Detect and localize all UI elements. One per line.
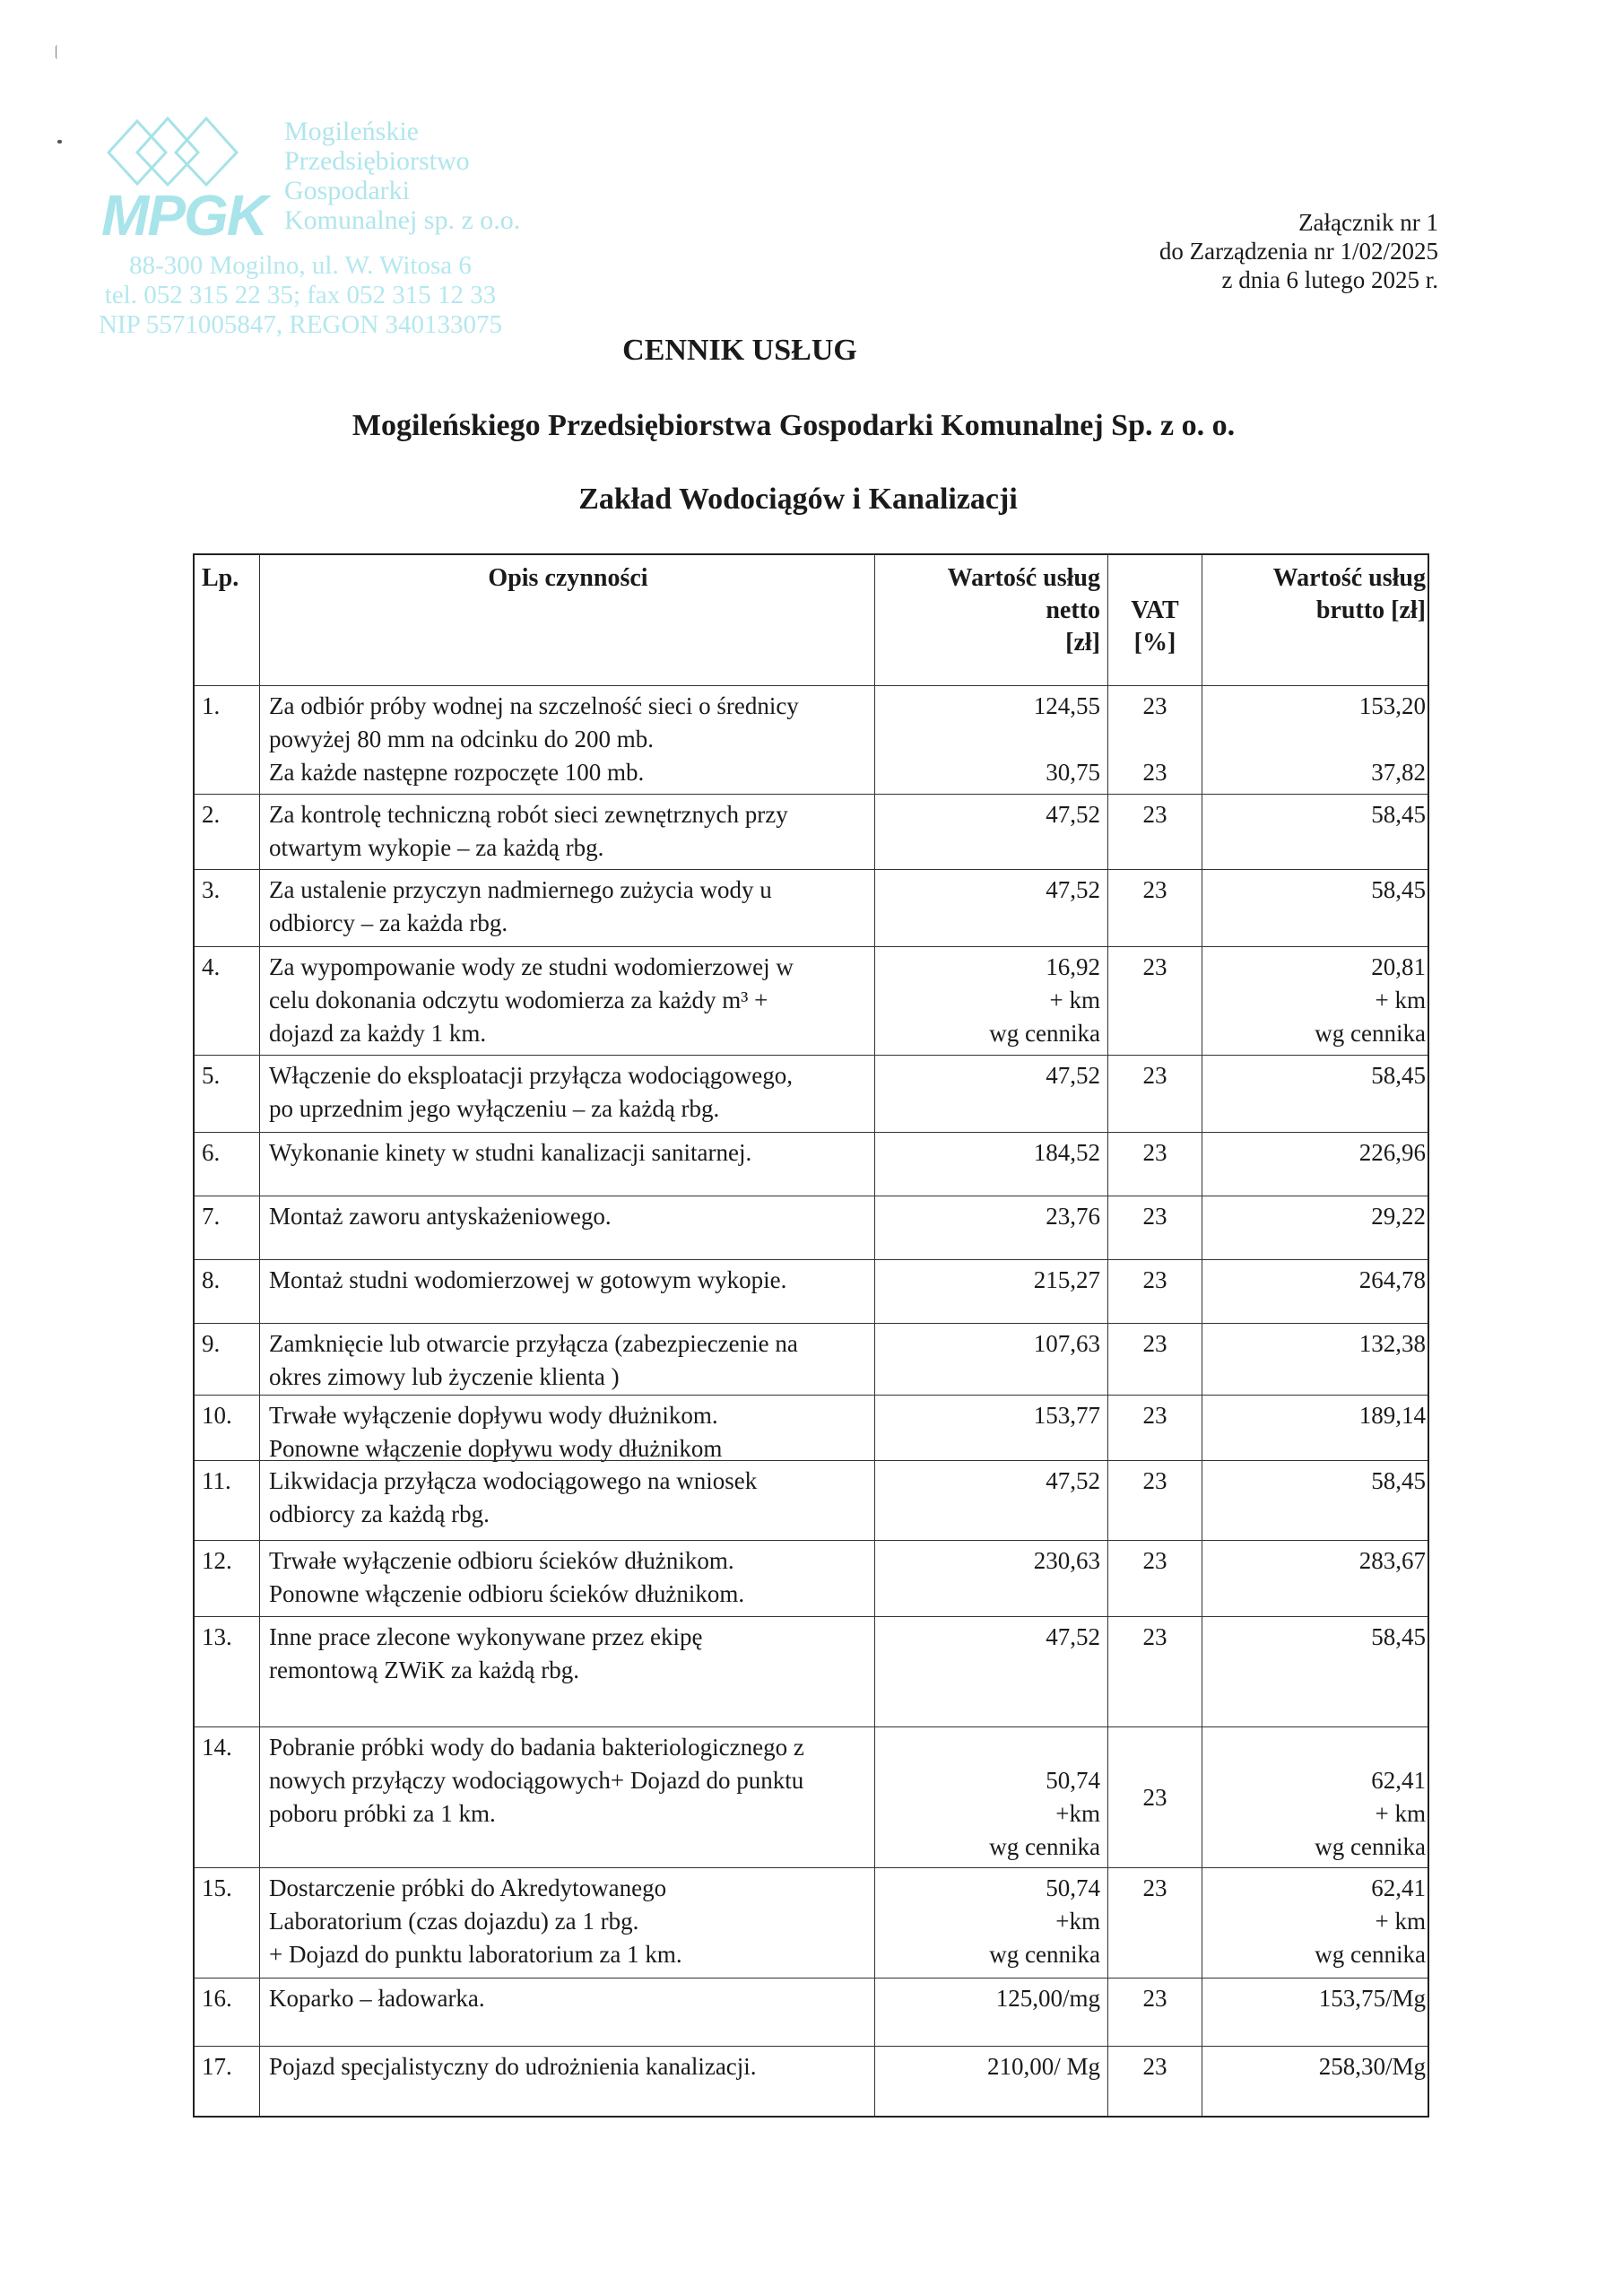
- row-gross-value-line: + km: [1375, 1800, 1426, 1827]
- row-description-line: okres zimowy lub życzenie klienta ): [269, 1363, 620, 1390]
- header-lp: Lp.: [202, 564, 239, 592]
- row-gross-value-line: 58,45: [1371, 876, 1426, 903]
- row-net-value-line: 16,92: [1046, 953, 1100, 980]
- row-gross-value: [1202, 1617, 1428, 1726]
- row-description-line: Montaż zaworu antyskażeniowego.: [269, 1203, 612, 1230]
- table-row: [195, 1196, 1428, 1259]
- row-gross-value: [1202, 686, 1428, 794]
- row-gross-value-line: 258,30/Mg: [1318, 2053, 1426, 2080]
- row-description-line: Za każde następne rozpoczęte 100 mb.: [269, 759, 645, 786]
- table-row: [195, 1055, 1428, 1132]
- row-net-value-line: 153,77: [1033, 1402, 1100, 1429]
- row-vat-rate-line: 23: [1142, 1874, 1167, 1901]
- row-description-line: Za odbiór próby wodnej na szczelność sieci o średnicy: [269, 692, 799, 719]
- row-gross-value: [1202, 1133, 1428, 1196]
- row-description-line: Dostarczenie próbki do Akredytowanego: [269, 1874, 667, 1901]
- document-title: CENNIK USŁUG: [622, 334, 857, 367]
- row-vat-rate-line: 23: [1142, 1062, 1167, 1089]
- row-description: [259, 795, 874, 869]
- table-row: [195, 1259, 1428, 1323]
- row-gross-value: [1202, 870, 1428, 946]
- header-vat: [1107, 555, 1202, 685]
- row-gross-value-line: 62,41: [1371, 1767, 1426, 1794]
- stamp-name-line: Komunalnej sp. z o.o.: [284, 205, 521, 235]
- annex-order: do Zarządzenia nr 1/02/2025: [1159, 238, 1438, 265]
- table-row: [195, 1867, 1428, 1978]
- row-net-value-line: +km: [1055, 1908, 1100, 1935]
- row-vat-rate-line: 23: [1142, 1266, 1167, 1293]
- row-net-value: [874, 686, 1107, 794]
- row-description-line: powyżej 80 mm na odcinku do 200 mb.: [269, 726, 654, 752]
- row-description: [259, 1979, 874, 2046]
- row-gross-value: [1202, 947, 1428, 1055]
- row-vat-rate-line: 23: [1142, 953, 1167, 980]
- row-number: 4.: [202, 953, 221, 980]
- row-net-value-line: 107,63: [1033, 1330, 1100, 1357]
- stamp-name-line: Gospodarki: [284, 176, 410, 205]
- row-description-line: Trwałe wyłączenie dopływu wody dłużnikom.: [269, 1402, 718, 1429]
- row-gross-value-line: 132,38: [1358, 1330, 1426, 1357]
- row-net-value-line: 47,52: [1046, 1062, 1100, 1089]
- row-description: [259, 1324, 874, 1395]
- row-gross-value: [1202, 2047, 1428, 2116]
- row-description-line: otwartym wykopie – za każdą rbg.: [269, 834, 604, 861]
- row-gross-value-line: wg cennika: [1315, 1941, 1426, 1968]
- row-vat-rate-line: 23: [1142, 1985, 1167, 2012]
- row-net-value-line: wg cennika: [989, 1941, 1100, 1968]
- row-gross-value-line: 153,75/Mg: [1318, 1985, 1426, 2012]
- table-row: [195, 794, 1428, 869]
- row-vat-rate: [1107, 1979, 1202, 2046]
- row-net-value: [874, 1260, 1107, 1323]
- row-description: [259, 1056, 874, 1132]
- header-net-line: [zł]: [1065, 629, 1100, 657]
- row-net-value-line: 230,63: [1033, 1547, 1100, 1574]
- row-description-line: dojazd za każdy 1 km.: [269, 1020, 487, 1047]
- row-net-value-line: 47,52: [1046, 1467, 1100, 1494]
- row-net-value-line: 47,52: [1046, 801, 1100, 828]
- row-number: 7.: [202, 1203, 221, 1230]
- row-description: [259, 1133, 874, 1196]
- row-description-line: Zamknięcie lub otwarcie przyłącza (zabezpieczenie na: [269, 1330, 798, 1357]
- company-stamp: [85, 108, 551, 339]
- row-gross-value-line: 37,82: [1371, 759, 1426, 786]
- row-gross-value: [1202, 1541, 1428, 1616]
- header-vat-line: VAT: [1131, 596, 1179, 624]
- row-description: [259, 686, 874, 794]
- row-net-value-line: 50,74: [1046, 1874, 1100, 1901]
- row-number: 15.: [202, 1874, 232, 1901]
- row-vat-rate: [1107, 1461, 1202, 1540]
- price-table: [193, 553, 1429, 2118]
- row-description: [259, 1617, 874, 1726]
- row-gross-value-line: wg cennika: [1315, 1833, 1426, 1860]
- row-gross-value: [1202, 1727, 1428, 1867]
- table-row: [195, 1460, 1428, 1540]
- row-net-value-line: 47,52: [1046, 876, 1100, 903]
- row-vat-rate-line: 23: [1142, 1139, 1167, 1166]
- row-description: [259, 1868, 874, 1978]
- row-description-line: Za kontrolę techniczną robót sieci zewnętrznych przy: [269, 801, 788, 828]
- row-net-value: [874, 1617, 1107, 1726]
- table-row: [195, 2046, 1428, 2116]
- row-description-line: remontową ZWiK za każdą rbg.: [269, 1657, 580, 1683]
- table-body: [195, 685, 1428, 2116]
- row-description-line: Laboratorium (czas dojazdu) za 1 rbg.: [269, 1908, 639, 1935]
- row-net-value-line: 184,52: [1033, 1139, 1100, 1166]
- row-gross-value: [1202, 1461, 1428, 1540]
- row-vat-rate-line: 23: [1142, 1330, 1167, 1357]
- row-gross-value-line: 226,96: [1358, 1139, 1426, 1166]
- row-net-value-line: +km: [1055, 1800, 1100, 1827]
- row-description-line: celu dokonania odczytu wodomierza za każdy m³ +: [269, 987, 768, 1013]
- row-number: 2.: [202, 801, 221, 828]
- row-gross-value-line: + km: [1375, 987, 1426, 1013]
- row-description-line: Koparko – ładowarka.: [269, 1985, 485, 2012]
- table-row: [195, 1132, 1428, 1196]
- row-description: [259, 870, 874, 946]
- row-vat-rate: [1107, 2047, 1202, 2116]
- row-description-line: Za wypompowanie wody ze studni wodomierzowej w: [269, 953, 794, 980]
- row-net-value: [874, 1727, 1107, 1867]
- stamp-address: [85, 251, 516, 340]
- header-description: Opis czynności: [259, 555, 874, 685]
- row-vat-rate: [1107, 1396, 1202, 1460]
- row-net-value-line: wg cennika: [989, 1833, 1100, 1860]
- scan-artifact-mark: [56, 45, 60, 59]
- row-vat-rate-line: 23: [1142, 1547, 1167, 1574]
- row-gross-value-line: 58,45: [1371, 1623, 1426, 1650]
- row-net-value-line: 30,75: [1046, 759, 1100, 786]
- header-gross-line: brutto [zł]: [1315, 596, 1426, 624]
- row-vat-rate: [1107, 1541, 1202, 1616]
- header-vat-line: [%]: [1133, 629, 1176, 657]
- row-gross-value: [1202, 1868, 1428, 1978]
- row-vat-rate-line: [1115, 723, 1194, 756]
- row-net-value: [874, 1324, 1107, 1395]
- row-vat-rate-line: 23: [1142, 1467, 1167, 1494]
- row-gross-value-line: + km: [1375, 1908, 1426, 1935]
- table-row: [195, 1616, 1428, 1726]
- table-row: [195, 1726, 1428, 1867]
- row-net-value-line: wg cennika: [989, 1020, 1100, 1047]
- row-gross-value: [1202, 1056, 1428, 1132]
- header-net: [874, 555, 1107, 685]
- table-row: [195, 1395, 1428, 1460]
- row-number: 8.: [202, 1266, 221, 1293]
- stamp-name-line: Przedsiębiorstwo: [284, 146, 470, 176]
- row-net-value: [874, 1868, 1107, 1978]
- row-net-value: [874, 1196, 1107, 1259]
- table-row: [195, 685, 1428, 794]
- row-net-value-line: 47,52: [1046, 1623, 1100, 1650]
- row-gross-value-line: 20,81: [1371, 953, 1426, 980]
- row-vat-rate-line: 23: [1142, 1623, 1167, 1650]
- row-gross-value-line: 58,45: [1371, 1062, 1426, 1089]
- row-gross-value-line: 189,14: [1358, 1402, 1426, 1429]
- row-description: [259, 947, 874, 1055]
- row-gross-value-line: 29,22: [1371, 1203, 1426, 1230]
- row-description-line: + Dojazd do punktu laboratorium za 1 km.: [269, 1941, 682, 1968]
- row-description: [259, 2047, 874, 2116]
- row-number: 17.: [202, 2053, 232, 2080]
- row-net-value: [874, 1396, 1107, 1460]
- row-gross-value: [1202, 1324, 1428, 1395]
- row-description-line: poboru próbki za 1 km.: [269, 1800, 496, 1827]
- row-description-line: Ponowne włączenie dopływu wody dłużnikom: [269, 1435, 723, 1462]
- row-number: 5.: [202, 1062, 221, 1089]
- row-gross-value-line: 283,67: [1358, 1547, 1426, 1574]
- row-net-value: [874, 870, 1107, 946]
- row-vat-rate: [1107, 1868, 1202, 1978]
- row-vat-rate-line: 23: [1142, 1783, 1167, 1811]
- row-net-value: [874, 1541, 1107, 1616]
- row-number: 13.: [202, 1623, 232, 1650]
- row-description-line: Montaż studni wodomierzowej w gotowym wykopie.: [269, 1266, 787, 1293]
- row-net-value-line: 50,74: [1046, 1767, 1100, 1794]
- row-gross-value-line: [1210, 1731, 1426, 1764]
- scan-artifact-dot: [57, 140, 62, 144]
- row-gross-value-line: 153,20: [1358, 692, 1426, 719]
- row-vat-rate-line: 23: [1142, 2053, 1167, 2080]
- row-net-value-line: 124,55: [1033, 692, 1100, 719]
- stamp-address-line: NIP 5571005847, REGON 340133075: [98, 310, 503, 339]
- row-net-value-line: + km: [1049, 987, 1100, 1013]
- row-number: 3.: [202, 876, 221, 903]
- row-description-line: Wykonanie kinety w studni kanalizacji sanitarnej.: [269, 1139, 752, 1166]
- row-gross-value-line: 264,78: [1358, 1266, 1426, 1293]
- row-number: 16.: [202, 1985, 232, 2012]
- row-vat-rate: [1107, 1617, 1202, 1726]
- row-description-line: po uprzednim jego wyłączeniu – za każdą rbg.: [269, 1095, 720, 1122]
- row-vat-rate: [1107, 1133, 1202, 1196]
- row-net-value-line: 125,00/mg: [995, 1985, 1100, 2012]
- row-gross-value-line: wg cennika: [1315, 1020, 1426, 1047]
- row-gross-value-line: 62,41: [1371, 1874, 1426, 1901]
- header-gross-line: Wartość usług: [1272, 564, 1426, 592]
- row-net-value-line: [882, 723, 1100, 756]
- row-vat-rate: [1107, 947, 1202, 1055]
- row-description: [259, 1396, 874, 1460]
- header-net-line: netto: [1046, 596, 1100, 624]
- row-net-value: [874, 2047, 1107, 2116]
- row-number: 12.: [202, 1547, 232, 1574]
- row-net-value-line: 23,76: [1046, 1203, 1100, 1230]
- company-logo-diamonds-icon: [103, 117, 265, 188]
- row-gross-value: [1202, 795, 1428, 869]
- table-row: [195, 1323, 1428, 1395]
- row-description: [259, 1461, 874, 1540]
- row-vat-rate: [1107, 1260, 1202, 1323]
- row-number: 9.: [202, 1330, 221, 1357]
- row-net-value-line: 215,27: [1033, 1266, 1100, 1293]
- row-number: 6.: [202, 1139, 221, 1166]
- row-gross-value-line: [1210, 723, 1426, 756]
- row-vat-rate: [1107, 1727, 1202, 1867]
- row-net-value-line: [882, 1731, 1100, 1764]
- row-gross-value: [1202, 1396, 1428, 1460]
- row-description-line: odbiorcy za każdą rbg.: [269, 1500, 490, 1527]
- annex-reference: [1159, 208, 1438, 294]
- row-gross-value: [1202, 1196, 1428, 1259]
- annex-date: z dnia 6 lutego 2025 r.: [1221, 266, 1438, 293]
- row-net-value: [874, 1133, 1107, 1196]
- row-vat-rate: [1107, 1056, 1202, 1132]
- row-description-line: Likwidacja przyłącza wodociągowego na wniosek: [269, 1467, 758, 1494]
- row-vat-rate: [1107, 686, 1202, 794]
- table-row: [195, 1978, 1428, 2046]
- stamp-name-line: Mogileńskie: [284, 117, 419, 146]
- row-gross-value: [1202, 1260, 1428, 1323]
- row-vat-rate-line: 23: [1142, 801, 1167, 828]
- row-description: [259, 1260, 874, 1323]
- row-vat-rate-line: 23: [1142, 1402, 1167, 1429]
- annex-number: Załącznik nr 1: [1298, 209, 1438, 236]
- row-vat-rate: [1107, 1196, 1202, 1259]
- table-row: [195, 869, 1428, 946]
- stamp-address-line: 88-300 Mogilno, ul. W. Witosa 6: [129, 251, 472, 280]
- row-vat-rate-line: 23: [1142, 692, 1167, 719]
- row-description-line: Pojazd specjalistyczny do udrożnienia kanalizacji.: [269, 2053, 757, 2080]
- row-description: [259, 1196, 874, 1259]
- row-net-value: [874, 1979, 1107, 2046]
- row-description-line: Pobranie próbki wody do badania bakteriologicznego z: [269, 1734, 804, 1761]
- row-number: 1.: [202, 692, 221, 719]
- department-title: Zakład Wodociągów i Kanalizacji: [578, 483, 1018, 516]
- row-vat-rate: [1107, 1324, 1202, 1395]
- row-vat-rate-line: 23: [1142, 1203, 1167, 1230]
- row-net-value: [874, 1461, 1107, 1540]
- row-number: 11.: [202, 1467, 231, 1494]
- row-description-line: Za ustalenie przyczyn nadmiernego zużycia wody u: [269, 876, 772, 903]
- row-number: 10.: [202, 1402, 232, 1429]
- stamp-company-name: [284, 117, 520, 235]
- row-gross-value: [1202, 1979, 1428, 2046]
- row-net-value: [874, 1056, 1107, 1132]
- row-gross-value-line: 58,45: [1371, 801, 1426, 828]
- row-net-value: [874, 947, 1107, 1055]
- row-number: 14.: [202, 1734, 232, 1761]
- header-net-line: Wartość usług: [947, 564, 1100, 592]
- row-description-line: Ponowne włączenie odbioru ścieków dłużnikom.: [269, 1580, 745, 1607]
- header-gross: [1202, 555, 1428, 685]
- table-row: [195, 946, 1428, 1055]
- row-description-line: Trwałe wyłączenie odbioru ścieków dłużnikom.: [269, 1547, 734, 1574]
- row-description: [259, 1541, 874, 1616]
- table-header-row: [195, 555, 1428, 685]
- row-vat-rate: [1107, 870, 1202, 946]
- stamp-logo-text: MPGK: [101, 183, 266, 248]
- row-net-value-line: 210,00/ Mg: [986, 2053, 1100, 2080]
- table-row: [195, 1540, 1428, 1616]
- row-description-line: Włączenie do eksploatacji przyłącza wodociągowego,: [269, 1062, 793, 1089]
- row-net-value: [874, 795, 1107, 869]
- row-vat-rate: [1107, 795, 1202, 869]
- row-description-line: nowych przyłączy wodociągowych+ Dojazd do punktu: [269, 1767, 804, 1794]
- row-description-line: odbiorcy – za każda rbg.: [269, 909, 508, 936]
- row-gross-value-line: 58,45: [1371, 1467, 1426, 1494]
- company-title: Mogileńskiego Przedsiębiorstwa Gospodarki Komunalnej Sp. z o. o.: [352, 409, 1236, 442]
- row-vat-rate-line: 23: [1142, 759, 1167, 786]
- row-vat-rate-line: 23: [1142, 876, 1167, 903]
- stamp-address-line: tel. 052 315 22 35; fax 052 315 12 33: [104, 281, 497, 309]
- row-description: [259, 1727, 874, 1867]
- row-description-line: Inne prace zlecone wykonywane przez ekipę: [269, 1623, 703, 1650]
